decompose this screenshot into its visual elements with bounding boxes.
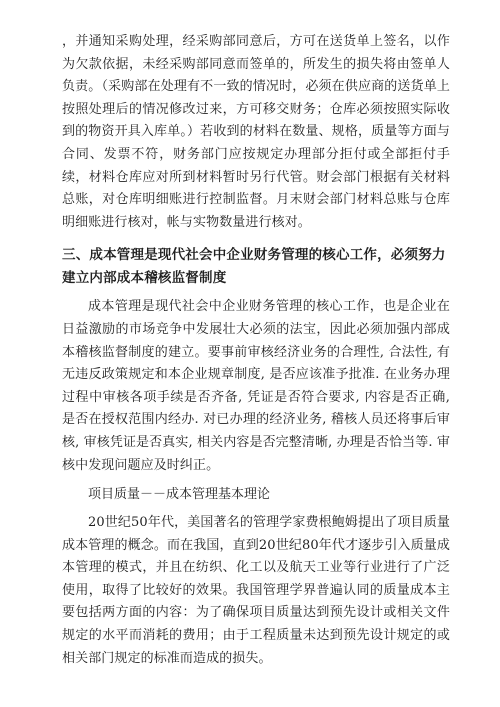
paragraph-procurement: ，并通知采购处理，经采购部同意后，方可在送货单上签名，以作为欠款依据，未经采购部同意而签单的，所发生的损失将由签单人负责。（采购部在处理有不一致的情况时，必须在供应商的送货单上按照处理后的情况修改过来，方可移交财务；仓库必须按照实际收到的物资开具入库单。）若收到的材料在数量、规格，质量等方面与合同、发票不符，财务部门应按规定办理部分拒付或全部拒付手续，材料仓库应对所到材料暂时另行代管。财会部门根据有关材料总账，对仓库明细账进行控制监督。月末财会部门材料总账与仓库明细账进行核对，帐与实物数量进行核对。 [62, 34, 450, 230]
section-heading-cost-management: 三、成本管理是现代社会中企业财务管理的核心工作，必须努力建立内部成本稽核监督制度 [62, 247, 446, 287]
paragraph-quality-cost: 20世纪50年代，美国著名的管理学家费根鲍姆提出了项目质量成本管理的概念。而在我国，直到20世纪80年代才逐步引入质量成本管理的模式，并且在纺织、化工以及航天工业等行业进行了广泛使用，取得了比较好的效果。我国管理学界普遍认同的质量成本主要包括两方面的内容：为了确保项目质量达到预先设计或相关文件规定的水平而消耗的费用；由于工程质量未达到预先设计规定的或相关部门规定的标准而造成的损失。 [62, 515, 450, 666]
paragraph-cost-audit: 成本管理是现代社会中企业财务管理的核心工作，也是企业在日益激励的市场竞争中发展壮大必须的法宝，因此必须加强内部成本稽核监督制度的建立。要事前审核经济业务的合理性, 合法性, 有无违反政策规定和本企业规章制度, 是否应该准予批准. 在业务办理过程中审核各项手续是否齐备, 凭证是否符合要求, 内容是否正确, 是否在授权范围内经办. 对已办理的经济业务, 稽核人员还将事后审核, 审核凭证是否真实, 相关内容是否完整清晰, 办理是否恰当等. 审核中发现问题应及时纠正。 [62, 299, 450, 473]
subtitle-quality-cost-theory: 项目质量－－成本管理基本理论 [88, 487, 271, 503]
